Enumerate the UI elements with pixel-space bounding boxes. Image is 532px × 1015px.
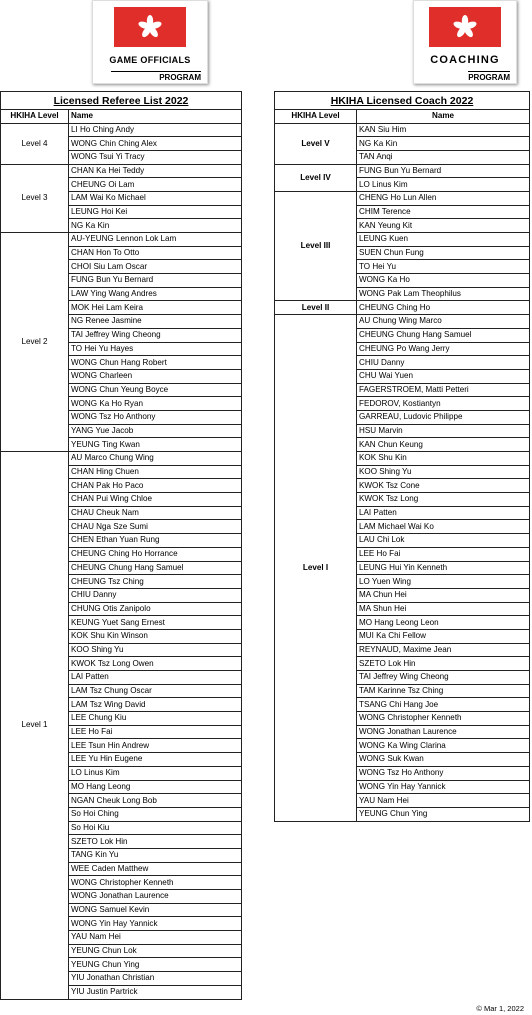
name-cell: HSU Marvin (357, 424, 530, 438)
name-cell: AU Chung Wing Marco (357, 315, 530, 329)
name-cell: CHAN Pak Ho Paco (69, 479, 242, 493)
level-cell: Level III (275, 191, 357, 301)
table-title-row (1, 92, 242, 110)
name-cell: WEE Caden Matthew (69, 862, 242, 876)
name-cell: SUEN Chun Fung (357, 246, 530, 260)
table-header-row (1, 110, 242, 124)
name-cell: So Hoi Kiu (69, 821, 242, 835)
name-cell: CHUNG Otis Zanipolo (69, 602, 242, 616)
name-cell: NG Ka Kin (357, 137, 530, 151)
name-cell: So Hoi Ching (69, 807, 242, 821)
name-cell: WONG Jonathan Laurence (69, 890, 242, 904)
name-cell: KWOK Tsz Long (357, 493, 530, 507)
name-cell: NG Ka Kin (69, 219, 242, 233)
level-cell: Level 3 (1, 164, 69, 232)
table-row (1, 123, 242, 137)
name-cell: GARREAU, Ludovic Philippe (357, 410, 530, 424)
level-cell: Level I (275, 315, 357, 821)
name-cell: CHOI Siu Lam Oscar (69, 260, 242, 274)
name-cell: FUNG Bun Yu Bernard (357, 164, 530, 178)
name-cell: CHEUNG Chung Hang Samuel (357, 328, 530, 342)
column-header-name: Name (69, 110, 242, 124)
table-row (275, 191, 530, 205)
name-cell: YEUNG Chun Ying (357, 807, 530, 821)
name-cell: LAM Tsz Chung Oscar (69, 684, 242, 698)
name-cell: WONG Charleen (69, 369, 242, 383)
level-cell: Level 2 (1, 233, 69, 452)
name-cell: WONG Tsz Ho Anthony (69, 410, 242, 424)
name-cell: LI Ho Ching Andy (69, 123, 242, 137)
name-cell: AU Marco Chung Wing (69, 452, 242, 466)
column-header-level: HKIHA Level (1, 110, 69, 124)
coach-table (274, 91, 530, 822)
table-row (1, 164, 242, 178)
name-cell: CHEN Ethan Yuan Rung (69, 534, 242, 548)
name-cell: NGAN Cheuk Long Bob (69, 794, 242, 808)
level-cell: Level V (275, 123, 357, 164)
level-cell: Level IV (275, 164, 357, 191)
name-cell: LAM Tsz Wing David (69, 698, 242, 712)
referee-table (0, 91, 242, 1000)
name-cell: YEUNG Ting Kwan (69, 438, 242, 452)
name-cell: REYNAUD, Maxime Jean (357, 643, 530, 657)
name-cell: LEE Tsun Hin Andrew (69, 739, 242, 753)
name-cell: LAI Patten (69, 671, 242, 685)
name-cell: KWOK Tsz Long Owen (69, 657, 242, 671)
level-cell: Level 4 (1, 123, 69, 164)
coach-table-body (275, 92, 530, 822)
name-cell: WONG Ka Ho (357, 274, 530, 288)
name-cell: LEE Chung Kiu (69, 712, 242, 726)
name-cell: YEUNG Chun Lok (69, 944, 242, 958)
name-cell: LAW Ying Wang Andres (69, 287, 242, 301)
name-cell: CHIU Danny (357, 356, 530, 370)
name-cell: MO Hang Leong Leon (357, 616, 530, 630)
name-cell: LAU Chi Lok (357, 534, 530, 548)
name-cell: WONG Chun Yeung Boyce (69, 383, 242, 397)
logo-title: GAME OFFICIALS (109, 55, 191, 65)
name-cell: TAI Jeffrey Wing Cheong (357, 671, 530, 685)
logo-title: COACHING (430, 54, 500, 66)
name-cell: MA Chun Hei (357, 588, 530, 602)
referee-table-body (1, 92, 242, 1000)
name-cell: WONG Chin Ching Alex (69, 137, 242, 151)
name-cell: CHENG Ho Lun Allen (357, 191, 530, 205)
name-cell: LO Yuen Wing (357, 575, 530, 589)
name-cell: WONG Ka Ho Ryan (69, 397, 242, 411)
name-cell: YIU Jonathan Christian (69, 972, 242, 986)
table-row (275, 301, 530, 315)
name-cell: CHU Wai Yuen (357, 369, 530, 383)
name-cell: KAN Siu Him (357, 123, 530, 137)
coaching-logo (413, 0, 517, 84)
name-cell: KAN Chun Keung (357, 438, 530, 452)
name-cell: CHEUNG Chung Hang Samuel (69, 561, 242, 575)
name-cell: KEUNG Yuet Sang Ernest (69, 616, 242, 630)
referee-table-title: Licensed Referee List 2022 (1, 92, 242, 110)
name-cell: CHEUNG Po Wang Jerry (357, 342, 530, 356)
name-cell: SZETO Lok Hin (357, 657, 530, 671)
name-cell: YIU Justin Partrick (69, 985, 242, 999)
name-cell: CHEUNG Tsz Ching (69, 575, 242, 589)
name-cell: LAI Patten (357, 506, 530, 520)
name-cell: WONG Yin Hay Yannick (357, 780, 530, 794)
table-row (275, 315, 530, 329)
name-cell: CHEUNG Ching Ho Horrance (69, 547, 242, 561)
name-cell: WONG Christopher Kenneth (69, 876, 242, 890)
name-cell: KAN Yeung Kit (357, 219, 530, 233)
name-cell: SZETO Lok Hin (69, 835, 242, 849)
name-cell: WONG Pak Lam Theophilus (357, 287, 530, 301)
name-cell: LEUNG Hoi Kei (69, 205, 242, 219)
name-cell: LO Linus Kim (357, 178, 530, 192)
name-cell: WONG Chun Hang Robert (69, 356, 242, 370)
name-cell: LAM Michael Wai Ko (357, 520, 530, 534)
name-cell: NG Renee Jasmine (69, 315, 242, 329)
name-cell: AU-YEUNG Lennon Lok Lam (69, 233, 242, 247)
name-cell: KOO Shing Yu (69, 643, 242, 657)
name-cell: TANG Kin Yu (69, 848, 242, 862)
table-title-row (275, 92, 530, 110)
name-cell: LEUNG Hui Yin Kenneth (357, 561, 530, 575)
name-cell: LEUNG Kuen (357, 233, 530, 247)
hong-kong-flag-icon (114, 7, 186, 47)
name-cell: CHIM Terence (357, 205, 530, 219)
name-cell: TAM Karinne Tsz Ching (357, 684, 530, 698)
name-cell: MOK Hei Lam Keira (69, 301, 242, 315)
name-cell: MUI Ka Chi Fellow (357, 629, 530, 643)
name-cell: CHAN Ka Hei Teddy (69, 164, 242, 178)
name-cell: LEE Ho Fai (69, 725, 242, 739)
name-cell: WONG Tsui Yi Tracy (69, 150, 242, 164)
name-cell: CHAN Pui Wing Chloe (69, 493, 242, 507)
name-cell: TSANG Chi Hang Joe (357, 698, 530, 712)
name-cell: FEDOROV, Kostiantyn (357, 397, 530, 411)
name-cell: CHIU Danny (69, 588, 242, 602)
logo-subtitle: PROGRAM (468, 73, 510, 82)
name-cell: KOO Shing Yu (357, 465, 530, 479)
name-cell: YAU Nam Hei (69, 931, 242, 945)
name-cell: TAN Anqi (357, 150, 530, 164)
name-cell: CHEUNG Oi Lam (69, 178, 242, 192)
name-cell: YEUNG Chun Ying (69, 958, 242, 972)
name-cell: YAU Nam Hei (357, 794, 530, 808)
name-cell: YANG Yue Jacob (69, 424, 242, 438)
name-cell: LEE Ho Fai (357, 547, 530, 561)
logo-subtitle: PROGRAM (111, 71, 201, 82)
column-header-name: Name (357, 110, 530, 124)
table-row (1, 233, 242, 247)
game-officials-logo (92, 0, 208, 84)
name-cell: CHAU Cheuk Nam (69, 506, 242, 520)
name-cell: CHAN Hon To Otto (69, 246, 242, 260)
name-cell: TO Hei Yu Hayes (69, 342, 242, 356)
table-header-row (275, 110, 530, 124)
name-cell: WONG Yin Hay Yannick (69, 917, 242, 931)
name-cell: WONG Jonathan Laurence (357, 725, 530, 739)
name-cell: WONG Suk Kwan (357, 753, 530, 767)
name-cell: WONG Ka Wing Clarina (357, 739, 530, 753)
footer-date: © Mar 1, 2022 (476, 1004, 524, 1013)
name-cell: WONG Samuel Kevin (69, 903, 242, 917)
table-row (275, 164, 530, 178)
name-cell: CHAN Hing Chuen (69, 465, 242, 479)
name-cell: MO Hang Leong (69, 780, 242, 794)
name-cell: LAM Wai Ko Michael (69, 191, 242, 205)
name-cell: LEE Yu Hin Eugene (69, 753, 242, 767)
name-cell: WONG Tsz Ho Anthony (357, 766, 530, 780)
table-row (275, 123, 530, 137)
name-cell: MA Shun Hei (357, 602, 530, 616)
name-cell: TO Hei Yu (357, 260, 530, 274)
table-row (1, 452, 242, 466)
name-cell: KWOK Tsz Cone (357, 479, 530, 493)
name-cell: CHAU Nga Sze Sumi (69, 520, 242, 534)
coach-table-title: HKIHA Licensed Coach 2022 (275, 92, 530, 110)
name-cell: FUNG Bun Yu Bernard (69, 274, 242, 288)
hong-kong-flag-icon (429, 7, 501, 47)
name-cell: WONG Christopher Kenneth (357, 712, 530, 726)
name-cell: TAI Jeffrey Wing Cheong (69, 328, 242, 342)
level-cell: Level 1 (1, 452, 69, 1000)
column-header-level: HKIHA Level (275, 110, 357, 124)
name-cell: FAGERSTROEM, Matti Petteri (357, 383, 530, 397)
name-cell: KOK Shu Kin (357, 452, 530, 466)
name-cell: LO Linus Kim (69, 766, 242, 780)
level-cell: Level II (275, 301, 357, 315)
name-cell: KOK Shu Kin Winson (69, 629, 242, 643)
name-cell: CHEUNG Ching Ho (357, 301, 530, 315)
